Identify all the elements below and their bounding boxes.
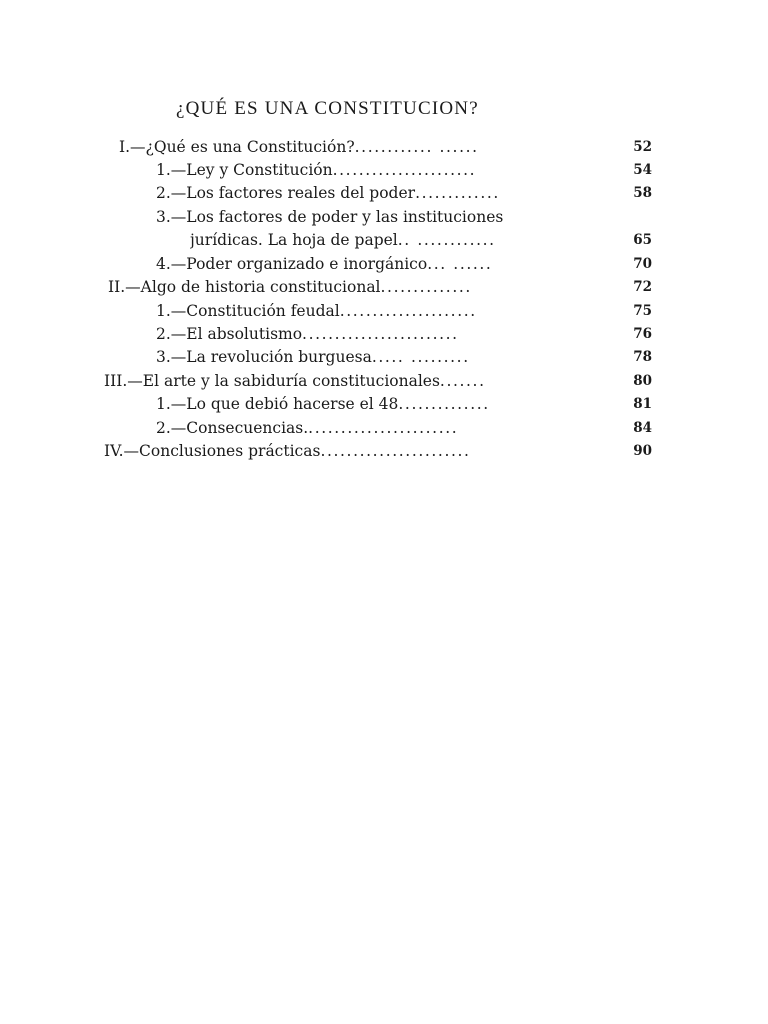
toc-page-number: 81 bbox=[633, 396, 652, 412]
toc-leader-dots: ....... bbox=[439, 372, 486, 390]
toc-entry-label: I.—¿Qué es una Constitución? bbox=[119, 138, 355, 156]
toc-entry bbox=[156, 346, 470, 368]
toc-page-number: 58 bbox=[633, 185, 652, 201]
toc-entry bbox=[156, 393, 490, 415]
toc-entry-label: 1.—Lo que debió hacerse el 48 bbox=[156, 395, 399, 413]
toc-page-number: 54 bbox=[633, 162, 652, 178]
toc-entry bbox=[104, 370, 486, 392]
toc-entry-label: 3.—La revolución burguesa bbox=[156, 348, 372, 366]
toc-entry bbox=[156, 182, 500, 204]
toc-entry-label: 1.—Constitución feudal bbox=[156, 302, 340, 320]
toc-page-number: 78 bbox=[633, 349, 652, 365]
toc-page-number: 65 bbox=[633, 232, 652, 248]
toc-leader-dots: ............. bbox=[415, 184, 500, 202]
toc-entry-label: III.—El arte y la sabiduría constitucionales bbox=[104, 372, 440, 390]
toc-entry-continuation bbox=[190, 229, 496, 251]
toc-page-number: 76 bbox=[633, 326, 652, 342]
toc-page-number: 80 bbox=[633, 373, 652, 389]
toc-leader-dots: ....................... bbox=[308, 419, 459, 437]
toc-leader-dots: .............. bbox=[380, 278, 472, 296]
toc-page-number: 70 bbox=[633, 256, 652, 272]
toc-leader-dots: .. ............ bbox=[397, 231, 496, 249]
toc-leader-dots: .............. bbox=[398, 395, 490, 413]
toc-entry-label: 1.—Ley y Constitución bbox=[156, 161, 333, 179]
toc-leader-dots: ........................ bbox=[302, 325, 459, 343]
toc-entry-label: II.—Algo de historia constitucional bbox=[108, 278, 381, 296]
toc-page-number: 72 bbox=[633, 279, 652, 295]
toc-entry bbox=[108, 276, 472, 298]
toc-entry-label: jurídicas. La hoja de papel bbox=[190, 231, 398, 249]
toc-entry bbox=[156, 159, 476, 181]
toc-entry bbox=[156, 300, 477, 322]
toc-leader-dots: ...................... bbox=[332, 161, 477, 179]
toc-entry bbox=[156, 417, 458, 439]
toc-entry-label: 2.—Los factores reales del poder bbox=[156, 184, 416, 202]
toc-entry-label: 2.—Consecuencias. bbox=[156, 419, 309, 437]
toc-entry bbox=[119, 136, 479, 158]
toc-leader-dots: ..... ......... bbox=[371, 348, 470, 366]
toc-entry bbox=[156, 253, 492, 275]
toc-page-number: 90 bbox=[633, 443, 652, 459]
toc-entry-label: 2.—El absolutismo bbox=[156, 325, 303, 343]
toc-page-number: 75 bbox=[633, 303, 652, 319]
toc-leader-dots: ............ ...... bbox=[354, 138, 479, 156]
toc-leader-dots: ..................... bbox=[339, 302, 477, 320]
toc-leader-dots: ... ...... bbox=[427, 255, 493, 273]
toc-page-number: 52 bbox=[633, 139, 652, 155]
toc-entry bbox=[156, 323, 459, 345]
toc-leader-dots: ....................... bbox=[320, 442, 471, 460]
toc-entry-label: 4.—Poder organizado e inorgánico bbox=[156, 255, 428, 273]
toc-entry-label: IV.—Conclusiones prácticas bbox=[104, 442, 321, 460]
toc-entry bbox=[104, 440, 471, 462]
page-title: ¿QUÉ ES UNA CONSTITUCION? bbox=[176, 98, 479, 119]
toc-entry bbox=[156, 206, 503, 228]
toc-page-number: 84 bbox=[633, 420, 652, 436]
toc-entry-label: 3.—Los factores de poder y las instituciones bbox=[156, 208, 504, 226]
